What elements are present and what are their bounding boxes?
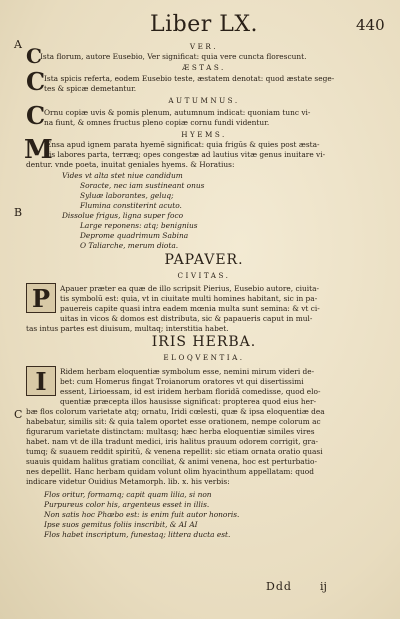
text-line: habet. nam vt de illa tradunt medici, iris halitus prauum odorem corrigit, gra- bbox=[26, 437, 318, 446]
page-title: Liber LX. bbox=[150, 12, 259, 37]
verse-line: Non satis hoc Phœbo est: is enim fuit autor honoris. bbox=[44, 510, 240, 519]
verse-line: Deprome quadrimum Sabina bbox=[80, 231, 189, 240]
signature-mark: Ddd bbox=[266, 580, 292, 593]
text-line: habebatur, similis sit: & quia talem oportet esse orationem, nempe colorum ac bbox=[26, 417, 321, 426]
verse-line: Syluæ laborantes, geluq; bbox=[80, 191, 174, 200]
text-line: indicare videtur Ouidius Metamorph. lib. x. his verbis: bbox=[26, 477, 230, 486]
dropcap-iris: I bbox=[26, 366, 56, 396]
margin-letter-b: B bbox=[14, 206, 23, 219]
verse-line: Flumina constiterint acuto. bbox=[80, 201, 182, 210]
dropcap-hyems: M bbox=[24, 135, 53, 165]
heading-autumnus: AUTUMNUS. bbox=[168, 96, 240, 105]
text-line: figurarum varietate distinctam: multasq; hæc herba eloquentiæ similes vires bbox=[26, 427, 315, 436]
verse-line: Soracte, nec iam sustineant onus bbox=[80, 181, 205, 190]
text-line: Ornu copiæ uvis & pomis plenum, autumnum indicat: quoniam tunc vi- bbox=[44, 108, 311, 117]
text-line: tas intus partes est diuisum, multaq; interstitia habet. bbox=[26, 324, 229, 333]
heading-ver: VER. bbox=[189, 42, 219, 51]
text-line: Ista florum, autore Eusebio, Ver significat: quia vere cuncta florescunt. bbox=[40, 52, 307, 61]
dropcap-ver: C bbox=[26, 44, 42, 68]
heading-hyems: HYEMS. bbox=[181, 130, 227, 139]
text-line: suauis quidam halitus gratiam conciliat, & animi venena, hoc est perturbatio- bbox=[26, 457, 317, 466]
heading-aestas: ÆSTAS. bbox=[182, 63, 226, 72]
dropcap-papaver: P bbox=[26, 283, 56, 313]
text-line: tis labores parta, terræq; opes congestæ ad lautius vitæ genus inuitare vi- bbox=[46, 150, 326, 159]
dropcap-aestas: C bbox=[26, 67, 46, 96]
verse-line: O Taliarche, merum diota. bbox=[80, 241, 179, 250]
text-line: dentur. vnde poeta, inuitat geniales hyems. & Horatius: bbox=[26, 160, 235, 169]
verse-line: Ipse suos gemitus foliis inscribit, & AI AI bbox=[44, 520, 198, 529]
title-papaver: PAPAVER. bbox=[164, 252, 244, 268]
verse-line: Vides vt alta stet niue candidum bbox=[62, 171, 183, 180]
text-line: nes depellit. Hanc herbam quidam volunt olim hyacinthum appellatam: quod bbox=[26, 467, 314, 476]
text-line: Ensa apud ignem parata hyemē significat: quia frigūs & quies post æsta- bbox=[46, 140, 320, 149]
text-line: uitas in vicos & domos est distributa, sic & papaueris caput in mul- bbox=[60, 314, 313, 323]
title-iris: IRIS HERBA. bbox=[151, 334, 257, 350]
text-line: Apauer præter ea quæ de illo scripsit Pierius, Eusebio autore, ciuita- bbox=[60, 284, 319, 293]
dropcap-autumnus: C bbox=[26, 101, 46, 130]
verse-line: Large reponens: atq; benignius bbox=[80, 221, 198, 230]
text-line: bæ flos colorum varietate atq; ornatu, Iridi cœlesti, quæ & ipsa eloquentiæ dea bbox=[26, 407, 325, 416]
text-line: pauereis capite quasi intra eadem mœnia multa sunt semina: & vt ci- bbox=[60, 304, 320, 313]
text-line: Ista spicis referta, eodem Eusebio teste, æstatem denotat: quod æstate sege- bbox=[44, 74, 335, 83]
page-number: 440 bbox=[356, 16, 385, 34]
text-line: tis symbolū est: quia, vt in ciuitate multi homines habitant, sic in pa- bbox=[60, 294, 318, 303]
text-line: Ridem herbam eloquentiæ symbolum esse, nemini mirum videri de- bbox=[60, 367, 315, 376]
text-line: tes & spicæ demetantur. bbox=[44, 84, 137, 93]
verse-line: Dissolue frigus, ligna super foco bbox=[62, 211, 184, 220]
subtitle-civitas: CIVITAS. bbox=[177, 271, 231, 280]
text-line: tumq; & suauem reddit spiritū, & venena repellit: sic etiam ornata oratio quasi bbox=[26, 447, 323, 456]
signature-number: ij bbox=[320, 580, 327, 593]
margin-letter-a: A bbox=[14, 38, 22, 51]
verse-line: Flos oritur, formamq; capit quam lilia, si non bbox=[44, 490, 212, 499]
verse-line: Purpureus color his, argenteus esset in illis. bbox=[44, 500, 210, 509]
text-line: essent, Lirioessam, id est iridem herbam floridā comedisse, quod elo- bbox=[60, 387, 321, 396]
text-line: na fiunt, & omnes fructus pleno copiæ cornu fundi videntur. bbox=[44, 118, 270, 127]
subtitle-eloquentia: ELOQVENTIA. bbox=[163, 353, 245, 362]
text-line: bet: cum Homerus fingat Troianorum oratores vt qui disertissimi bbox=[60, 377, 304, 386]
text-line: quentiæ præcepta illos hausisse significat: propterea quod eius her- bbox=[60, 397, 317, 406]
verse-line: Flos habet inscriptum, funestaq; littera ducta est. bbox=[44, 530, 231, 539]
margin-letter-c: C bbox=[14, 408, 23, 421]
